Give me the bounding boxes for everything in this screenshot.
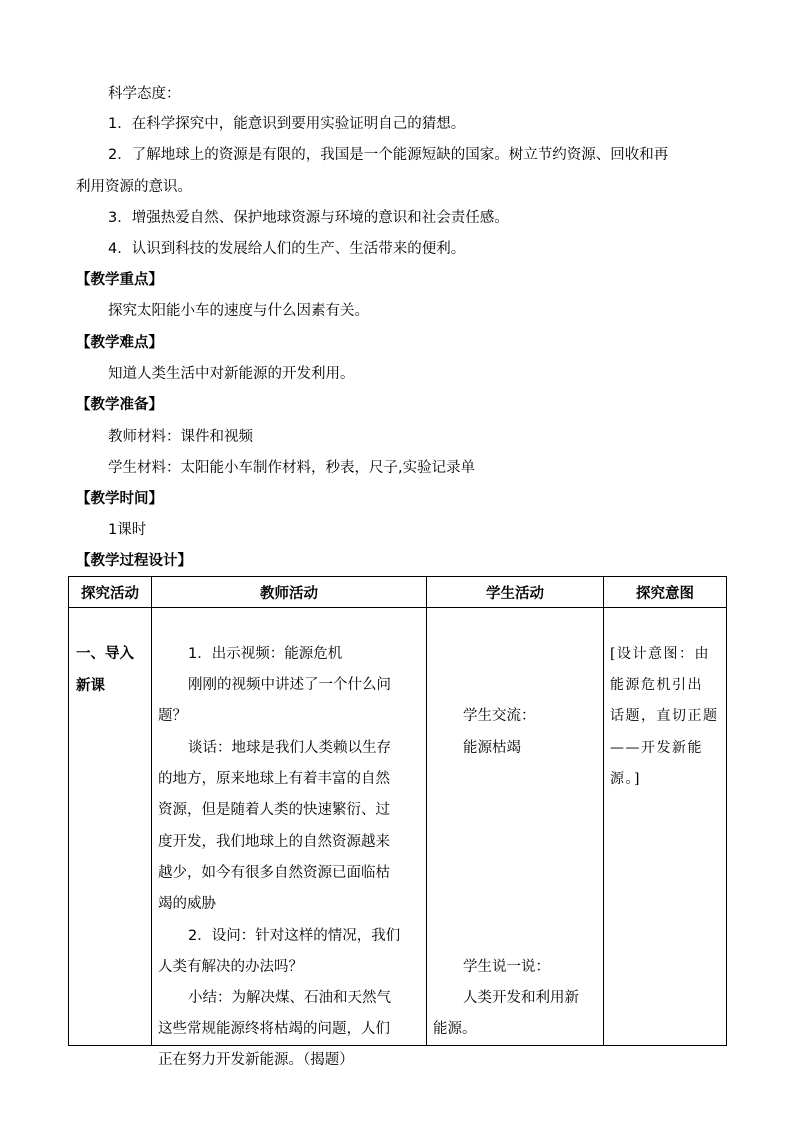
stage-line-2: 新课 [76, 678, 105, 694]
time-heading: 【教学时间】 [76, 491, 163, 507]
table-header-row [69, 577, 727, 608]
attitude-item-3: 3．增强热爱自然、保护地球资源与环境的意识和社会责任感。 [108, 210, 509, 226]
header-intent: 探究意图 [604, 577, 727, 608]
teacher-line: 题？ [158, 708, 187, 724]
student-line: 能源。 [433, 1021, 477, 1037]
intent-line: [设计意图：由 [610, 646, 710, 662]
difficulty-text: 知道人类生活中对新能源的开发利用。 [108, 366, 355, 382]
header-student: 学生活动 [427, 577, 604, 608]
intent-line: 能源危机引出 [610, 677, 703, 693]
key-point-heading: 【教学重点】 [76, 272, 163, 288]
intent-cell [604, 608, 727, 1046]
student-line: 人类开发和利用新 [463, 990, 579, 1006]
teacher-line: 资源，但是随着人类的快速繁衍、过 [158, 802, 390, 818]
prep-heading: 【教学准备】 [76, 397, 163, 413]
attitude-item-2: 2．了解地球上的资源是有限的，我国是一个能源短缺的国家。树立节约资源、回收和再 [108, 147, 669, 163]
teacher-line: 正在努力开发新能源。（揭题） [158, 1052, 354, 1068]
intent-line: 源。] [610, 771, 641, 787]
student-cell [427, 608, 604, 1046]
teacher-line: 小结：为解决煤、石油和天然气 [188, 990, 391, 1006]
attitude-item-2-cont: 利用资源的意识。 [76, 179, 192, 195]
teacher-cell [152, 608, 427, 1068]
header-teacher: 教师活动 [152, 577, 427, 608]
stage-cell [69, 608, 152, 1046]
teacher-line: 1．出示视频：能源危机 [188, 646, 343, 662]
intent-line: 话题，直切正题 [610, 708, 719, 724]
attitude-title: 科学态度： [108, 86, 181, 102]
stage-line-1: 一、导入 [76, 646, 134, 662]
table-row [69, 608, 727, 1046]
teacher-line: 刚刚的视频中讲述了一个什么问 [188, 677, 391, 693]
process-heading: 【教学过程设计】 [76, 553, 192, 569]
teacher-line: 的地方，原来地球上有着丰富的自然 [158, 771, 390, 787]
lesson-process-table [68, 576, 727, 1068]
key-point-text: 探究太阳能小车的速度与什么因素有关。 [108, 303, 369, 319]
difficulty-heading: 【教学难点】 [76, 335, 163, 351]
teacher-line: 谈话：地球是我们人类赖以生存 [188, 740, 391, 756]
teacher-line: 竭的威胁 [158, 896, 216, 912]
prep-teacher: 教师材料：课件和视频 [108, 429, 253, 445]
intent-line: ——开发新能 [610, 740, 703, 756]
header-stage: 探究活动 [69, 577, 152, 608]
teacher-line: 2．设问：针对这样的情况，我们 [188, 928, 401, 944]
teacher-line: 越少，如今有很多自然资源已面临枯 [158, 865, 390, 881]
student-line: 学生交流： [463, 708, 536, 724]
student-line: 能源枯竭 [463, 740, 521, 756]
attitude-item-4: 4．认识到科技的发展给人们的生产、生活带来的便利。 [108, 241, 466, 257]
attitude-item-1: 1．在科学探究中，能意识到要用实验证明自己的猜想。 [108, 116, 466, 132]
prep-student: 学生材料：太阳能小车制作材料，秒表，尺子,实验记录单 [108, 460, 476, 476]
teacher-line: 度开发，我们地球上的自然资源越来 [158, 834, 390, 850]
teacher-line: 人类有解决的办法吗？ [158, 959, 303, 975]
student-line: 学生说一说： [463, 959, 550, 975]
time-text: 1课时 [108, 522, 147, 538]
teacher-line: 这些常规能源终将枯竭的问题，人们 [158, 1021, 390, 1037]
